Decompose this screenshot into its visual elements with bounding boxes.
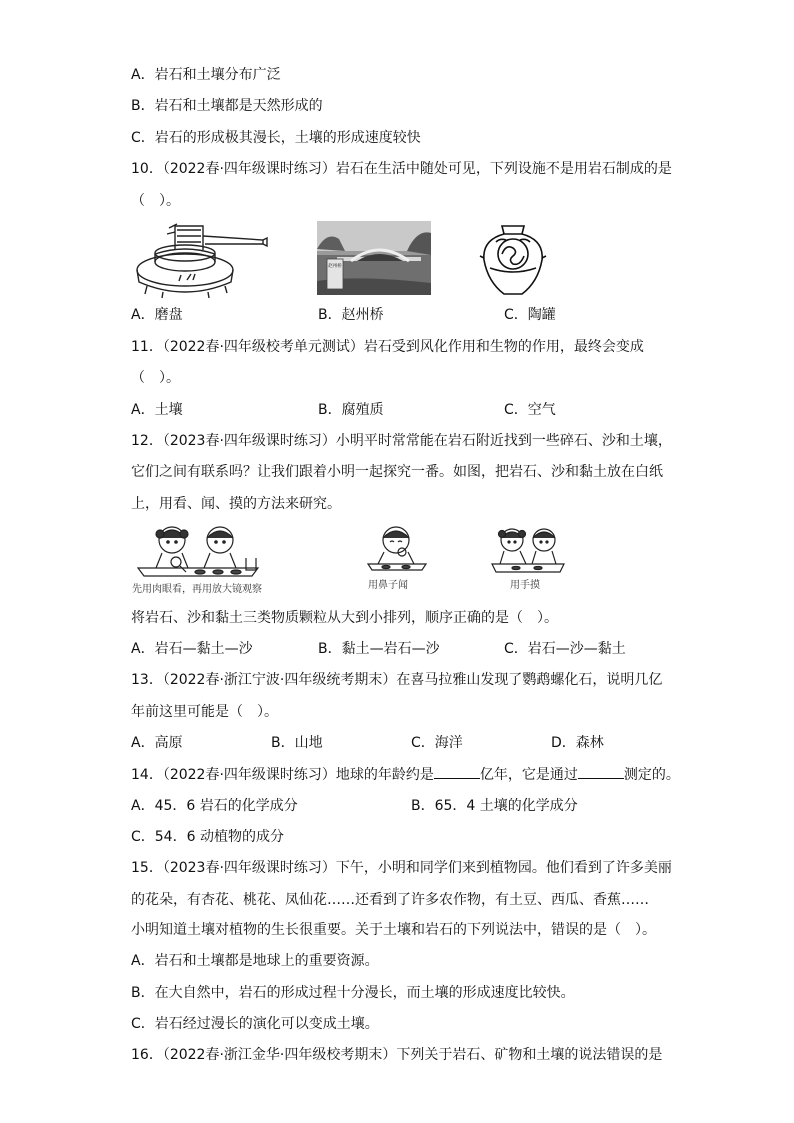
q10-option-a: A．磨盘 — [131, 307, 183, 323]
q14-option-a: A．45．6 岩石的化学成分 — [131, 798, 298, 814]
q11-option-a: A．土壤 — [131, 402, 183, 418]
q13-option-d: D．森林 — [551, 735, 604, 751]
q12-option-c: C．岩石—沙—黏土 — [504, 641, 626, 657]
q11-stem-line1: 11．（2022春·四年级校考单元测试）岩石受到风化作用和生物的作用，最终会变成 — [131, 339, 644, 355]
q14-stem-part2: 亿年，它是通过 — [479, 767, 578, 783]
q9-option-a: A．岩石和土壤分布广泛 — [131, 67, 281, 83]
q12-option-a: A．岩石—黏土—沙 — [131, 641, 253, 657]
bridge-sign-text: 赵州桥 — [328, 264, 342, 269]
q13-option-b: B．山地 — [271, 735, 323, 751]
q15-stem-line2: 的花朵，有杏花、桃花、凤仙花……还看到了许多农作物，有土豆、西瓜、香蕉…… — [131, 892, 649, 908]
boy-smelling-image — [366, 524, 428, 572]
q14-stem-part1: 14．（2022春·四年级课时练习）地球的年龄约是 — [131, 767, 434, 783]
q14-option-b: B．65．4 土壤的化学成分 — [411, 798, 578, 814]
q10-option-b: B．赵州桥 — [318, 307, 384, 323]
q15-option-b: B．在大自然中，岩石的形成过程十分漫长，而土壤的形成速度比较快。 — [131, 985, 575, 1001]
q11-option-b: B．腐殖质 — [318, 402, 384, 418]
caption-touch: 用手摸 — [510, 580, 540, 591]
q11-stem-line2: （ ）。 — [131, 370, 180, 386]
zhaozhou-bridge-photo — [317, 221, 431, 295]
q15-stem-line3: 小明知道土壤对植物的生长很重要。关于土壤和岩石的下列说法中，错误的是（ ）。 — [131, 922, 656, 938]
children-touching-image — [490, 524, 566, 574]
q12-stem-line2: 它们之间有联系吗？让我们跟着小明一起探究一番。如图，把岩石、沙和黏土放在白纸 — [131, 464, 663, 480]
q10-option-c: C．陶罐 — [504, 307, 556, 323]
children-observing-image — [134, 522, 264, 578]
q14-blank-1 — [434, 766, 480, 779]
q13-stem-line1: 13．（2022春·浙江宁波·四年级统考期末）在喜马拉雅山发现了鹦鹉螺化石，说明几亿 — [131, 672, 663, 688]
q12-option-b: B．黏土—岩石—沙 — [318, 641, 440, 657]
q12-stem-line3: 上，用看、闻、摸的方法来研究。 — [131, 496, 341, 512]
q9-option-c: C．岩石的形成极其漫长，土壤的形成速度较快 — [131, 130, 421, 146]
q15-option-c: C．岩石经过漫长的演化可以变成土壤。 — [131, 1016, 379, 1032]
caption-smell: 用鼻子闻 — [368, 580, 408, 591]
q14-stem-part3: 测定的。 — [623, 767, 680, 783]
q14-option-c: C．54．6 动植物的成分 — [131, 829, 284, 845]
millstone-image — [133, 220, 269, 300]
q12-question: 将岩石、沙和黏土三类物质颗粒从大到小排列，顺序正确的是（ ）。 — [131, 610, 558, 626]
q16-stem-line1: 16．（2022春·浙江金华·四年级校考期末）下列关于岩石、矿物和土壤的说法错误的是 — [131, 1047, 663, 1063]
q13-stem-line2: 年前这里可能是（ ）。 — [131, 704, 278, 720]
q13-option-c: C．海洋 — [411, 735, 463, 751]
q14-stem — [131, 766, 680, 784]
q10-stem-line2: （ ）。 — [131, 193, 180, 209]
q14-blank-2 — [578, 766, 624, 779]
q13-option-a: A．高原 — [131, 735, 183, 751]
q12-stem-line1: 12．（2023春·四年级课时练习）小明平时常常能在岩石附近找到一些碎石、沙和土壤， — [131, 433, 672, 449]
q10-stem-line1: 10．（2022春·四年级课时练习）岩石在生活中随处可见，下列设施不是用岩石制成的是 — [131, 161, 672, 177]
q9-option-b: B．岩石和土壤都是天然形成的 — [131, 98, 323, 114]
q11-option-c: C．空气 — [504, 402, 556, 418]
q15-option-a: A．岩石和土壤都是地球上的重要资源。 — [131, 953, 379, 969]
pottery-jar-image — [478, 220, 548, 298]
q15-stem-line1: 15．（2023春·四年级课时练习）下午，小明和同学们来到植物园。他们看到了许多美丽 — [131, 860, 672, 876]
caption-look: 先用肉眼看，再用放大镜观察 — [132, 584, 262, 595]
